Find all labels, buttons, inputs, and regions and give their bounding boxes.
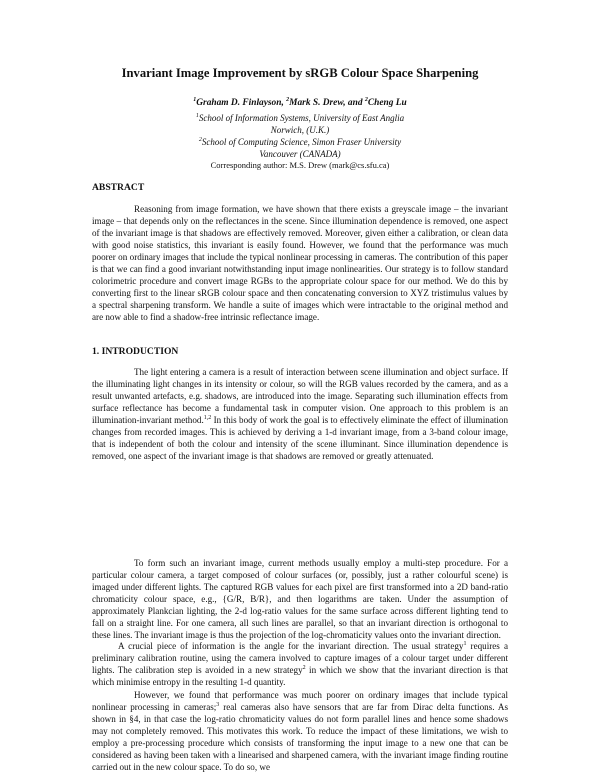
intro-paragraph-4-part-1: However, we found that performance was much poorer on ordinary images that include typical nonlinear processing in cameras; [92, 690, 508, 712]
intro-paragraph-1-part-1: The light entering a camera is a result of interaction between scene illumination and object surface. If the illuminating light changes in its intensity or colour, so will the RGB values recorded by the camera, and as a result unwanted artefacts, e.g. shadows, are introduced into the image. Separating such illumination effects from surface reflectance has become a fundamental task in computer vision. One approach to this problem is an illumination-invariant method. [92, 367, 508, 425]
author-2: Mark S. Drew, and [289, 98, 365, 108]
intro-paragraph-3-part-1: A crucial piece of information is the angle for the invariant direction. The usual strategy [118, 641, 464, 651]
affiliation-2 [0, 136, 600, 160]
author-3-superscript: 2 [364, 96, 368, 103]
intro-paragraph-4 [92, 689, 508, 773]
intro-paragraph-3-part-3: in which we show that the invariant direction is that which minimise entropy in the resulting 1-d quantity. [92, 665, 508, 687]
citation-superscript: 1 [463, 640, 467, 647]
affiliation-1-line-2: Norwich, (U.K.) [270, 125, 330, 135]
introduction-heading: 1. INTRODUCTION [92, 346, 179, 357]
abstract-text: Reasoning from image formation, we have shown that there exists a greyscale image – the invariant image – that depends only on the reflectances in the scene. Since illumination dependence is removed, one aspect of the invariant image is that shadows are effectively removed. Moreover, given either a calibration, or clean data with good noise statistics, this invariant is easily found. However, we found that the performance was much poorer on ordinary images that include the typical nonlinear processing in cameras. The contribution of this paper is that we can find a good invariant notwithstanding input image nonlinearities. Our strategy is to follow standard colorimetric procedure and convert image RGBs to the appropriate colour space for our method. We do this by converting first to the linear sRGB colour space and then concatenating conversion to XYZ tristimulus values by a spectral sharpening transform. We handle a suite of images which were intractable to the original method and are now able to find a shadow-free intrinsic reflectance image. [92, 204, 508, 322]
affiliation-2-line-2: Vancouver (CANADA) [259, 149, 341, 159]
intro-paragraph-4-part-2: real cameras also have sensors that are far from Dirac delta functions. As shown in §4, in that case the log-ratio chromaticity values do not form parallel lines and hence some shadows may not completely removed. This motivates this work. To reduce the impact of these limitations, we wish to employ a pre-processing procedure which consists of transforming the input image to a new one that can be considered as having been taken with a linearised and sharpened camera, with the invariant image finding routine carried out in the new colour space. To do so, we [92, 702, 508, 772]
intro-paragraph-3-part-2: requires a preliminary calibration routine, using the camera involved to capture images of a colour target under different lights. The calibration step is avoided in a new strategy [92, 641, 508, 675]
affiliation-2-superscript: 2 [198, 137, 202, 143]
affiliation-1 [0, 112, 600, 136]
intro-paragraph-1 [92, 366, 508, 462]
author-2-superscript: 2 [286, 96, 290, 103]
affiliation-1-superscript: 1 [195, 113, 199, 119]
affiliation-1-line-1: School of Information Systems, University of East Anglia [198, 113, 405, 123]
citation-superscript: 2 [302, 664, 306, 671]
abstract-heading: ABSTRACT [92, 182, 145, 193]
author-list [0, 98, 600, 108]
author-1: Graham D. Finlayson, [196, 98, 287, 108]
intro-paragraph-3 [92, 640, 508, 688]
paper-title: Invariant Image Improvement by sRGB Colour Space Sharpening [121, 66, 479, 80]
affiliation-2-line-1: School of Computing Science, Simon Fraser University [201, 137, 402, 147]
intro-paragraph-2: To form such an invariant image, current methods usually employ a multi-step procedure. For a particular colour camera, a target composed of colour surfaces (or, possibly, just a rather colourful scene) is imaged under different lights. The captured RGB values for each pixel are first transformed into a 2D band-ratio chromaticity colour space, e.g., {G/R, B/R}, and then logarithms are taken. Under the assumption of approximately Plankcian lighting, the 2-d log-ratio values for the same surface across different lighting tend to fall on a straight line. For one camera, all such lines are parallel, so that an invariant direction is orthogonal to these lines. The invariant image is thus the projection of the log-chromaticity values onto the invariant direction. [92, 558, 508, 640]
citation-superscript: 1,2 [203, 414, 212, 421]
author-3: Cheng Lu [367, 98, 407, 108]
citation-superscript: 3 [216, 701, 220, 708]
author-1-superscript: 1 [193, 96, 197, 103]
corresponding-author: Corresponding author: M.S. Drew (mark@cs.sfu.ca) [210, 160, 390, 170]
intro-paragraph-1-part-2: In this body of work the goal is to effectively eliminate the effect of illumination changes from recorded images. This is achieved by deriving a 1-d invariant image, from a 3-band colour image, that is independent of both the colour and intensity of the scene illuminant. Since illumination dependence is removed, one aspect of the invariant image is that shadows are removed or greatly attenuated. [92, 415, 508, 461]
